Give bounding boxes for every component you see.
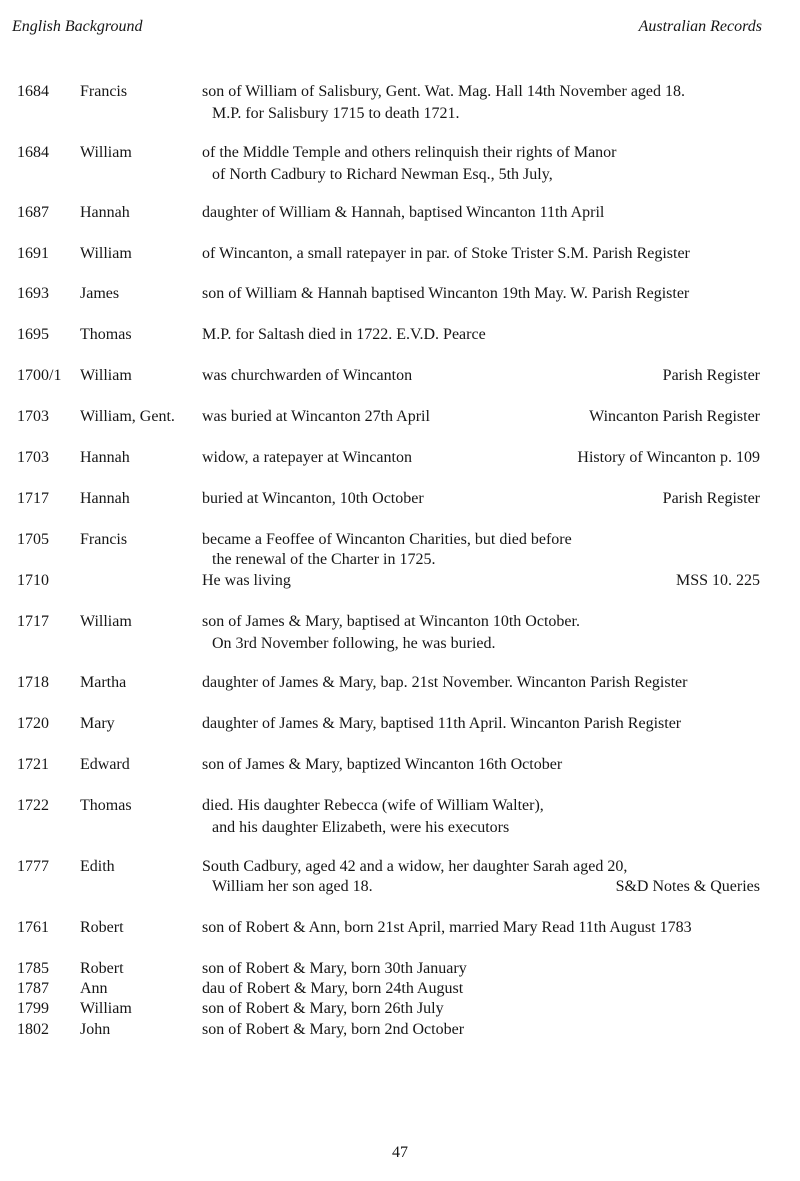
record-description-line: son of William & Hannah baptised Wincanton 19th May. W. Parish Register	[202, 285, 690, 302]
record-source: Parish Register	[662, 367, 760, 384]
record-year: 1717	[17, 613, 49, 630]
record-source: History of Wincanton p. 109	[577, 449, 760, 466]
record-name: Martha	[80, 674, 127, 691]
record-name: James	[80, 285, 120, 302]
record-year: 1705	[17, 531, 49, 548]
record-year: 1717	[17, 490, 49, 507]
record-description-line: of Wincanton, a small ratepayer in par. of Stoke Trister S.M. Parish Register	[202, 245, 690, 262]
page-number: 47	[392, 1144, 408, 1161]
record-name: William	[80, 245, 132, 262]
record-description-line: daughter of William & Hannah, baptised Wincanton 11th April	[202, 204, 605, 221]
record-description-line: died. His daughter Rebecca (wife of William Walter),	[202, 797, 544, 814]
record-year: 1722	[17, 797, 49, 814]
record-year: 1684	[17, 144, 49, 161]
record-year: 1687	[17, 204, 49, 221]
record-description-line: of North Cadbury to Richard Newman Esq., 5th July,	[212, 166, 553, 183]
record-year: 1721	[17, 756, 49, 773]
record-description-line: son of Robert & Mary, born 2nd October	[202, 1021, 465, 1038]
record-description-line: He was living	[202, 572, 291, 589]
record-name: Edith	[80, 858, 115, 875]
record-year: 1703	[17, 408, 49, 425]
record-year: 1700/1	[17, 367, 62, 384]
record-year: 1787	[17, 980, 49, 997]
record-name: William, Gent.	[80, 408, 175, 425]
record-name: Thomas	[80, 797, 132, 814]
record-year: 1703	[17, 449, 49, 466]
record-description-line: dau of Robert & Mary, born 24th August	[202, 980, 464, 997]
record-description-line: of the Middle Temple and others relinquish their rights of Manor	[202, 144, 617, 161]
record-name: William	[80, 613, 132, 630]
record-description-line: M.P. for Saltash died in 1722. E.V.D. Pearce	[202, 326, 486, 343]
record-description-line: was churchwarden of Wincanton	[202, 367, 413, 384]
record-description-line: son of Robert & Mary, born 30th January	[202, 960, 467, 977]
record-name: John	[80, 1021, 111, 1038]
record-source: S&D Notes & Queries	[615, 878, 760, 895]
record-description-line: South Cadbury, aged 42 and a widow, her daughter Sarah aged 20,	[202, 858, 628, 875]
record-name: Edward	[80, 756, 130, 773]
record-name: Francis	[80, 83, 128, 100]
record-description-line: the renewal of the Charter in 1725.	[212, 551, 436, 568]
record-year: 1693	[17, 285, 49, 302]
record-name: Hannah	[80, 490, 130, 507]
record-description-line: was buried at Wincanton 27th April	[202, 408, 430, 425]
record-description-line: On 3rd November following, he was buried.	[212, 635, 496, 652]
record-description-line: William her son aged 18.	[212, 878, 373, 895]
record-year: 1802	[17, 1021, 49, 1038]
record-year: 1684	[17, 83, 49, 100]
record-description-line: daughter of James & Mary, bap. 21st November. Wincanton Parish Register	[202, 674, 688, 691]
record-year: 1799	[17, 1000, 49, 1017]
record-year: 1695	[17, 326, 49, 343]
record-description-line: buried at Wincanton, 10th October	[202, 490, 424, 507]
record-name: Hannah	[80, 449, 130, 466]
record-name: Robert	[80, 919, 124, 936]
record-source: Wincanton Parish Register	[589, 408, 760, 425]
record-name: Mary	[80, 715, 115, 732]
record-description-line: son of Robert & Ann, born 21st April, married Mary Read 11th August 1783	[202, 919, 692, 936]
record-description-line: M.P. for Salisbury 1715 to death 1721.	[212, 105, 460, 122]
record-year: 1777	[17, 858, 49, 875]
record-year: 1710	[17, 572, 49, 589]
record-year: 1718	[17, 674, 49, 691]
record-name: William	[80, 1000, 132, 1017]
record-description-line: and his daughter Elizabeth, were his executors	[212, 819, 510, 836]
record-description-line: became a Feoffee of Wincanton Charities, but died before	[202, 531, 572, 548]
running-header-right: Australian Records	[638, 18, 762, 35]
record-description-line: son of James & Mary, baptised at Wincanton 10th October.	[202, 613, 580, 630]
record-name: Hannah	[80, 204, 130, 221]
record-name: Robert	[80, 960, 124, 977]
running-header-left: English Background	[12, 18, 143, 35]
record-name: Francis	[80, 531, 128, 548]
record-year: 1761	[17, 919, 49, 936]
record-name: Thomas	[80, 326, 132, 343]
record-description-line: widow, a ratepayer at Wincanton	[202, 449, 412, 466]
record-source: MSS 10. 225	[675, 572, 760, 589]
record-description-line: son of James & Mary, baptized Wincanton 16th October	[202, 756, 563, 773]
record-name: William	[80, 367, 132, 384]
record-year: 1720	[17, 715, 49, 732]
record-year: 1691	[17, 245, 49, 262]
record-year: 1785	[17, 960, 49, 977]
record-description-line: son of William of Salisbury, Gent. Wat. Mag. Hall 14th November aged 18.	[202, 83, 686, 100]
record-name: Ann	[80, 980, 108, 997]
record-description-line: daughter of James & Mary, baptised 11th April. Wincanton Parish Register	[202, 715, 682, 732]
record-name: William	[80, 144, 132, 161]
record-description-line: son of Robert & Mary, born 26th July	[202, 1000, 444, 1017]
record-source: Parish Register	[662, 490, 760, 507]
